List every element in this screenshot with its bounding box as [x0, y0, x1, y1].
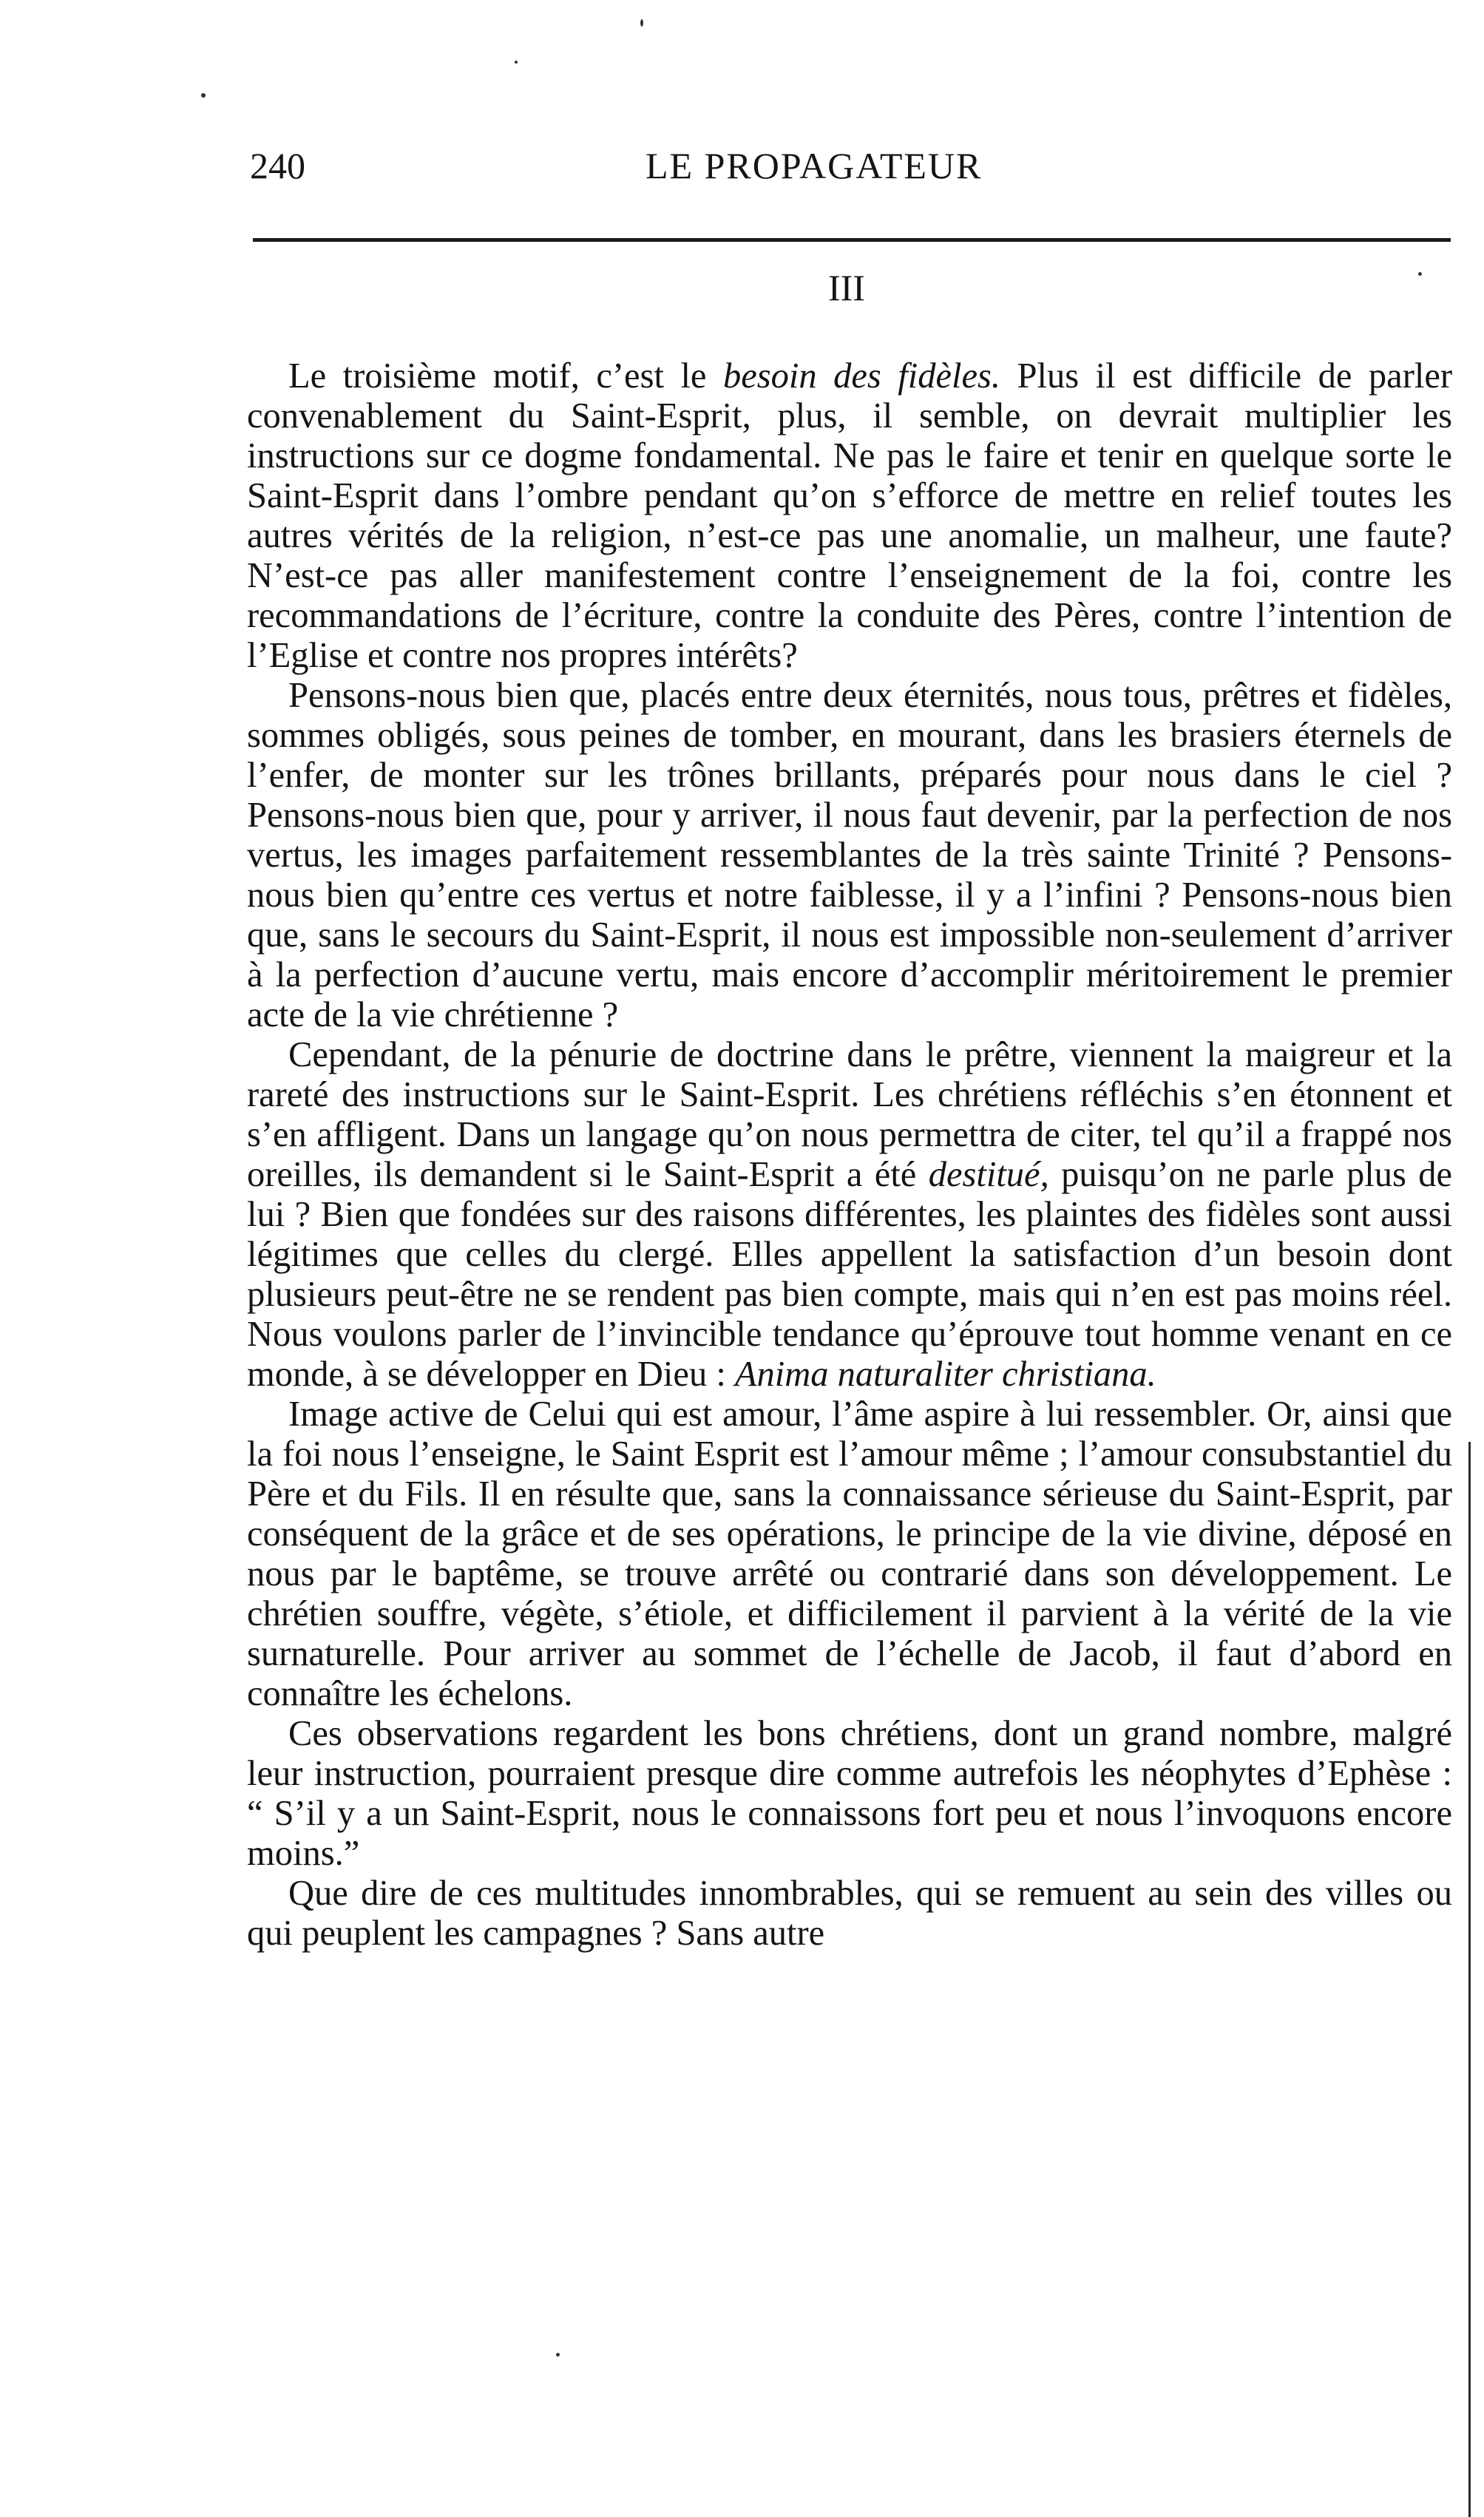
paragraph-5: Ces observations regardent les bons chrétiens, dont un grand nombre, malgré leur instruction, pourraient presque dire comme autrefois les néophytes d’Ephèse : “ S’il y a un Saint-Esprit, nous le connaissons fort peu et nous l’invoquons encore moins.” — [247, 1714, 1452, 1873]
scan-speck — [640, 19, 643, 27]
paragraph-1 — [247, 356, 1452, 676]
page-number: 240 — [250, 145, 305, 186]
paragraph-3-latin-quote: Anima naturaliter christiana. — [734, 1355, 1156, 1394]
section-title: III — [828, 267, 865, 308]
scan-speck — [1418, 272, 1422, 276]
scan-margin-line — [1468, 1442, 1471, 2517]
paragraph-1-part-a: Le troisième motif, c’est le — [288, 356, 723, 396]
paragraph-6: Que dire de ces multitudes innombrables, qui se remuent au sein des villes ou qui peuplent les campagnes ? Sans autre — [247, 1874, 1452, 1953]
scan-speck — [201, 93, 206, 98]
scan-speck — [515, 61, 518, 64]
paragraph-3-part-a: Cependant, de la pénurie de doctrine dans le prêtre, viennent la maigreur et la rareté des instructions sur le Saint-Esprit. Les chrétiens réfléchis s’en étonnent et s’en affligent. Dans un langage qu’on nous permettra de citer, tel qu’il a frappé nos oreilles, ils demandent si le Saint-Esprit a été — [247, 1035, 1452, 1194]
paragraph-3-emphasis: destitué, — [928, 1155, 1049, 1194]
body-text — [247, 356, 1452, 1954]
paragraph-1-emphasis: besoin des fidèles. — [722, 356, 1001, 396]
paragraph-3 — [247, 1035, 1452, 1395]
page-header — [250, 144, 1457, 203]
paragraph-3-part-c: puisqu’on ne parle plus de lui ? Bien que fondées sur des raisons différentes, les plaintes des fidèles sont aussi légitimes que celles du clergé. Elles appellent la satisfaction d’un besoin dont plusieurs peut-être ne se rendent pas bien compte, mais qui n’en est pas moins réel. Nous voulons parler de l’invincible tendance qu’éprouve tout homme venant en ce monde, à se développer en Dieu : — [247, 1155, 1452, 1394]
running-title: LE PROPAGATEUR — [646, 145, 983, 186]
header-rule — [253, 238, 1451, 242]
paragraph-1-part-c: Plus il est difficile de parler convenablement du Saint-Esprit, plus, il semble, on devrait multiplier les instructions sur ce dogme fondamental. Ne pas le faire et tenir en quelque sorte le Saint-Esprit dans l’ombre pendant qu’on s’efforce de mettre en relief toutes les autres vérités de la religion, n’est-ce pas une anomalie, un malheur, une faute? N’est-ce pas aller manifestement contre l’enseignement de la foi, contre les recommandations de l’écriture, contre la conduite des Pères, contre l’intention de l’Eglise et contre nos propres intérêts? — [247, 356, 1452, 675]
scan-speck — [556, 2353, 560, 2357]
paragraph-4: Image active de Celui qui est amour, l’âme aspire à lui ressembler. Or, ainsi que la foi nous l’enseigne, le Saint Esprit est l’amour même ; l’amour consubstantiel du Père et du Fils. Il en résulte que, sans la connaissance sérieuse du Saint-Esprit, par conséquent de la grâce et de ses opérations, le principe de la vie divine, déposé en nous par le baptême, se trouve arrêté ou contrarié dans son développement. Le chrétien souffre, végète, s’étiole, et difficilement il parvient à la vérité de la vie surnaturelle. Pour arriver au sommet de l’échelle de Jacob, il faut d’abord en connaître les échelons. — [247, 1395, 1452, 1713]
paragraph-2: Pensons-nous bien que, placés entre deux éternités, nous tous, prêtres et fidèles, sommes obligés, sous peines de tomber, en mourant, dans les brasiers éternels de l’enfer, de monter sur les trônes brillants, préparés pour nous dans le ciel ? Pensons-nous bien que, pour y arriver, il nous faut devenir, par la perfection de nos vertus, les images parfaitement ressemblantes de la très sainte Trinité ? Pensons-nous bien qu’entre ces vertus et notre faiblesse, il y a l’infini ? Pensons-nous bien que, sans le secours du Saint-Esprit, il nous est impossible non-seulement d’arriver à la perfection d’aucune vertu, mais encore d’accomplir méritoirement le premier acte de la vie chrétienne ? — [247, 676, 1452, 1034]
